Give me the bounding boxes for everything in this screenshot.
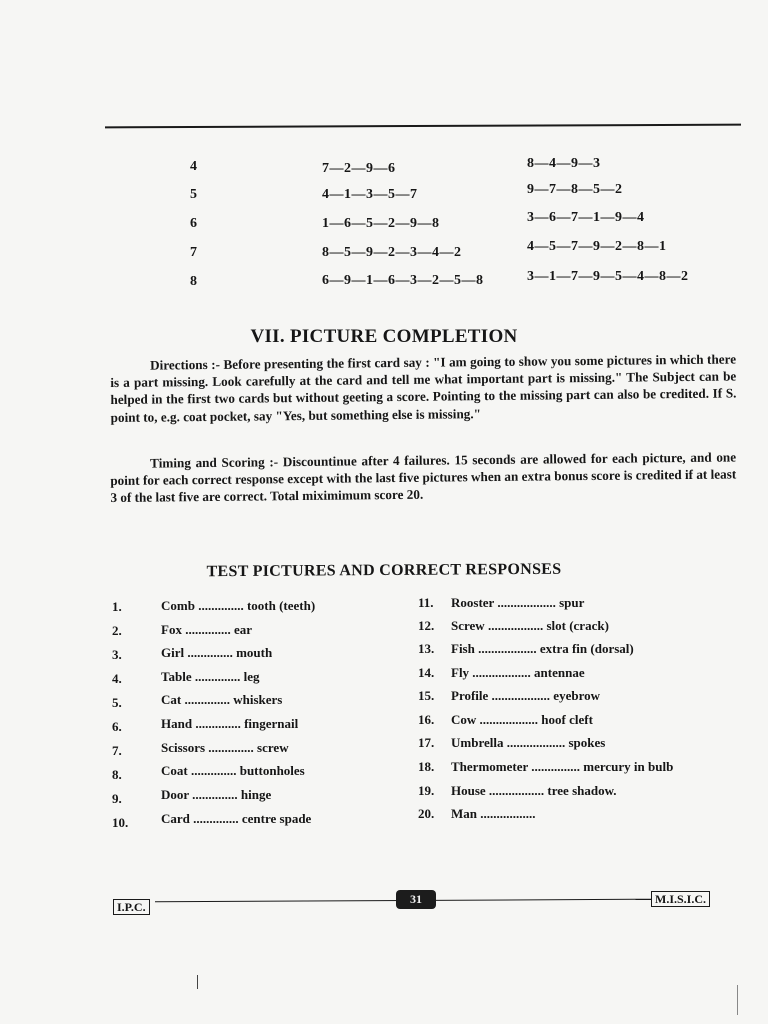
top-rule — [105, 124, 741, 129]
item-number: 13. — [418, 641, 435, 656]
item-text: Screw ................. slot (crack) — [451, 618, 609, 633]
digits-backward: 4—5—7—9—2—8—1 — [527, 239, 667, 254]
item-text: Fish .................. extra fin (dorsal) — [451, 641, 634, 656]
item-text: Hand .............. fingernail — [161, 716, 299, 731]
item-text: Scissors .............. screw — [161, 740, 289, 755]
footer-left-label: I.P.C. — [113, 899, 150, 915]
digits-backward: 3—6—7—1—9—4 — [527, 210, 645, 225]
digits-forward: 1—6—5—2—9—8 — [322, 216, 440, 231]
item-number: 19. — [418, 783, 435, 798]
digits-forward: 4—1—3—5—7 — [322, 187, 418, 202]
item-text: Coat .............. buttonholes — [161, 763, 305, 778]
item-number: 5. — [112, 695, 122, 710]
item-text: Card .............. centre spade — [161, 811, 312, 826]
footer-right-label: M.I.S.I.C. — [651, 891, 710, 907]
scan-edge-mark — [737, 985, 738, 1015]
item-text: House ................. tree shadow. — [451, 783, 617, 798]
digit-row-number: 4 — [190, 159, 197, 174]
digits-backward: 9—7—8—5—2 — [527, 182, 623, 197]
directions-paragraph — [110, 350, 737, 425]
item-number: 14. — [418, 665, 435, 680]
digit-row — [0, 156, 768, 181]
item-number: 8. — [112, 767, 122, 782]
item-number: 12. — [418, 618, 435, 633]
item-text: Umbrella .................. spokes — [451, 735, 606, 750]
item-text: Thermometer ............... mercury in bulb — [451, 759, 674, 774]
digits-backward: 3—1—7—9—5—4—8—2 — [527, 269, 689, 284]
item-number: 11. — [418, 595, 434, 610]
digit-row — [0, 182, 768, 209]
digit-row — [0, 210, 768, 238]
item-number: 3. — [112, 647, 122, 662]
item-number: 15. — [418, 688, 435, 703]
item-number: 7. — [112, 743, 122, 758]
item-number: 20. — [418, 806, 435, 821]
section-title: VII. PICTURE COMPLETION — [250, 326, 518, 347]
item-number: 18. — [418, 759, 435, 774]
digits-backward: 8—4—9—3 — [527, 156, 601, 171]
item-number: 4. — [112, 671, 122, 686]
timing-paragraph — [110, 448, 737, 506]
digit-row-number: 8 — [190, 274, 197, 289]
item-number: 10. — [112, 815, 129, 830]
stray-mark — [197, 975, 198, 989]
page-number: 31 — [396, 890, 436, 909]
item-number: 17. — [418, 735, 435, 750]
item-text: Rooster .................. spur — [451, 595, 585, 610]
item-text: Fox .............. ear — [161, 622, 252, 637]
item-number: 2. — [112, 623, 122, 638]
digit-row-number: 6 — [190, 216, 197, 231]
directions-heading: Directions :- — [150, 356, 221, 373]
digit-row — [0, 269, 768, 296]
digits-forward: 8—5—9—2—3—4—2 — [322, 245, 462, 260]
item-text: Door .............. hinge — [161, 787, 272, 802]
item-number: 9. — [112, 791, 122, 806]
item-number: 16. — [418, 712, 435, 727]
timing-text: Discountinue after 4 failures. 15 seconds are allowed for each picture, and one point for each correct response except with the last five pictures when an extra bonus score is credited if at least 3 of the last five are correct. Total miximimum score 20. — [110, 449, 737, 506]
item-text: Cat .............. whiskers — [161, 692, 283, 707]
digit-row-number: 5 — [190, 187, 197, 202]
responses-title: TEST PICTURES AND CORRECT RESPONSES — [206, 560, 562, 581]
item-text: Comb .............. tooth (teeth) — [161, 598, 316, 613]
digit-row-number: 7 — [190, 245, 197, 260]
item-text: Profile .................. eyebrow — [451, 688, 600, 703]
item-number: 1. — [112, 599, 122, 614]
digits-forward: 6—9—1—6—3—2—5—8 — [322, 273, 484, 288]
item-text: Cow .................. hoof cleft — [451, 712, 593, 727]
item-text: Man ................. — [451, 806, 536, 821]
item-text: Table .............. leg — [161, 669, 260, 684]
item-number: 6. — [112, 719, 122, 734]
digits-forward: 7—2—9—6 — [322, 161, 396, 176]
timing-heading: Timing and Scoring :- — [150, 454, 279, 471]
item-text: Girl .............. mouth — [161, 645, 273, 660]
digit-row — [0, 239, 768, 267]
item-text: Fly .................. antennae — [451, 665, 585, 680]
directions-text: Before presenting the first card say : "I am going to show you some pictures in which there is a part missing. Look carefully at the card and tell me what important part is missing." The Subject can be helped in the first two cards but without geeting a score. Pointing to the missing part can also be credited. If S. point to, e.g. coat pocket, say "Yes, but something else is missing." — [110, 351, 737, 425]
